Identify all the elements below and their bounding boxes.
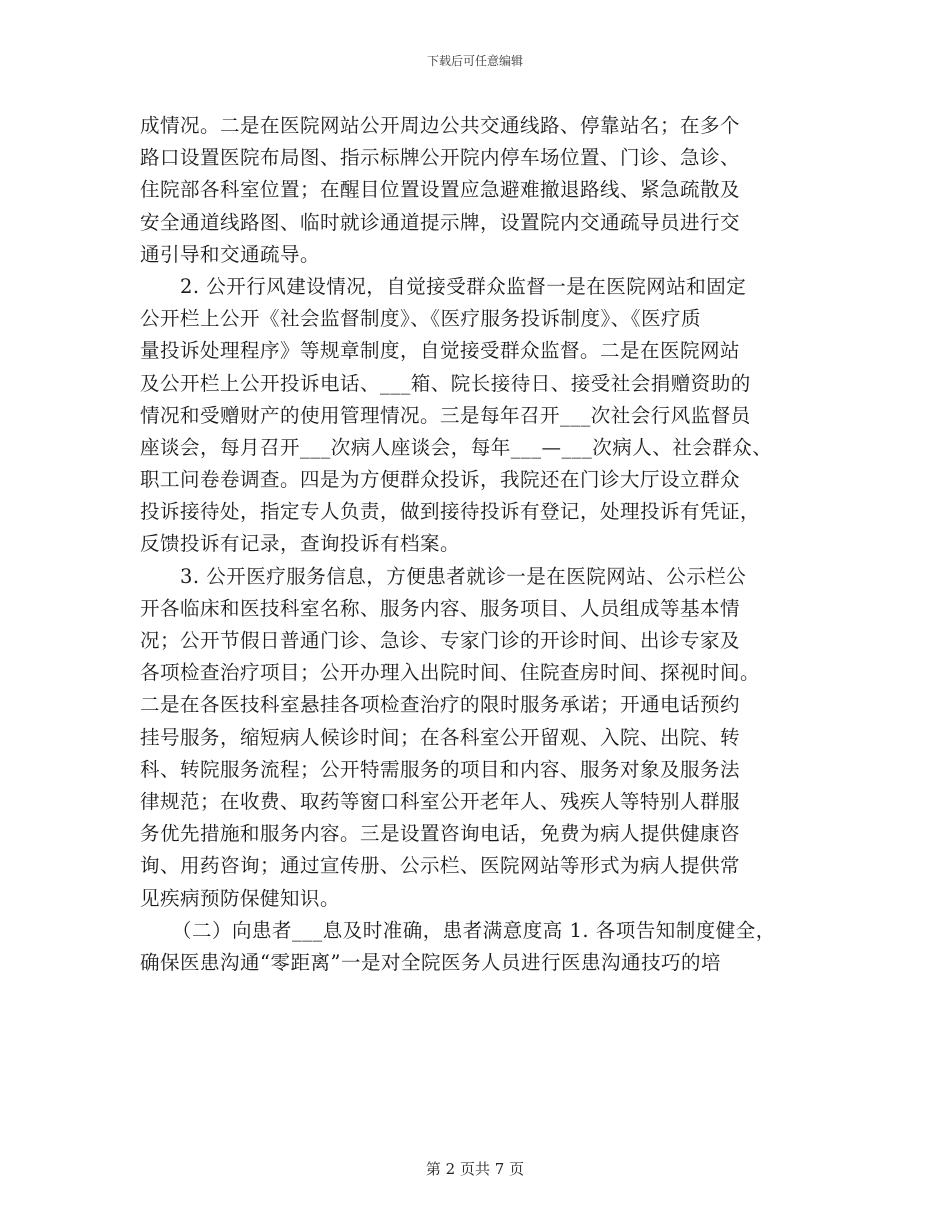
page-number: 第 2 页共 7 页 xyxy=(425,1160,525,1178)
text-line: 二是在各医技科室悬挂各项检查治疗的限时服务承诺；开通电话预约 xyxy=(140,693,741,717)
text-line: 科、转院服务流程；公开特需服务的项目和内容、服务对象及服务法 xyxy=(140,757,741,781)
text-line: 路口设置医院布局图、指示标牌公开院内停车场位置、门诊、急诊、 xyxy=(140,146,741,170)
text-line: 确保医患沟通“零距离”一是对全院医务人员进行医患沟通技巧的培 xyxy=(140,950,721,974)
text-line: 通引导和交通疏导。 xyxy=(140,242,321,266)
text-line: 职工问卷卷调查。四是为方便群众投诉，我院还在门诊大厅设立群众 xyxy=(140,468,741,492)
section-heading-line: （二）向患者___息及时准确，患者满意度高 1. 各项告知制度健全， xyxy=(172,918,776,942)
text-line: 量投诉处理程序》等规章制度，自觉接受群众监督。二是在医院网站 xyxy=(140,339,741,363)
paragraph-start-line: 2. 公开行风建设情况，自觉接受群众监督一是在医院网站和固定 xyxy=(180,274,747,298)
text-line: 公开栏上公开《社会监督制度》、《医疗服务投诉制度》、《医疗质 xyxy=(140,307,702,331)
paragraph-start-line: 3. 公开医疗服务信息，方便患者就诊一是在医院网站、公示栏公 xyxy=(180,564,747,588)
page-header: 下载后可任意编辑 xyxy=(426,54,523,68)
text-line: 安全通道线路图、临时就诊通道提示牌，设置院内交通疏导员进行交 xyxy=(140,210,741,234)
text-line: 座谈会，每月召开___次病人座谈会，每年___—___次病人、社会群众、 xyxy=(140,435,773,459)
text-line: 情况和受赠财产的使用管理情况。三是每年召开___次社会行风监督员 xyxy=(140,403,751,427)
text-line: 律规范；在收费、取药等窗口科室公开老年人、残疾人等特别人群服 xyxy=(140,789,741,813)
text-line: 住院部各科室位置；在醒目位置设置应急避难撤退路线、紧急疏散及 xyxy=(140,178,741,202)
document-body xyxy=(140,110,800,979)
text-line: 成情况。二是在医院网站公开周边公共交通线路、停靠站名；在多个 xyxy=(140,114,741,137)
text-line: 见疾病预防保健知识。 xyxy=(140,886,341,910)
text-line: 投诉接待处，指定专人负责，做到接待投诉有登记，处理投诉有凭证， xyxy=(140,500,761,524)
text-line: 各项检查治疗项目；公开办理入出院时间、住院查房时间、探视时间。 xyxy=(140,661,761,685)
text-line: 挂号服务，缩短病人候诊时间；在各科室公开留观、入院、出院、转 xyxy=(140,725,741,749)
text-line: 反馈投诉有记录，查询投诉有档案。 xyxy=(140,532,461,556)
text-line: 开各临床和医技科室名称、服务内容、服务项目、人员组成等基本情 xyxy=(140,596,741,620)
text-line: 况；公开节假日普通门诊、急诊、专家门诊的开诊时间、出诊专家及 xyxy=(140,629,741,652)
text-line: 询、用药咨询；通过宣传册、公示栏、医院网站等形式为病人提供常 xyxy=(140,854,741,878)
text-line: 及公开栏上公开投诉电话、___箱、院长接待日、接受社会捐赠资助的 xyxy=(140,371,751,395)
text-line: 务优先措施和服务内容。三是设置咨询电话，免费为病人提供健康咨 xyxy=(140,822,741,846)
